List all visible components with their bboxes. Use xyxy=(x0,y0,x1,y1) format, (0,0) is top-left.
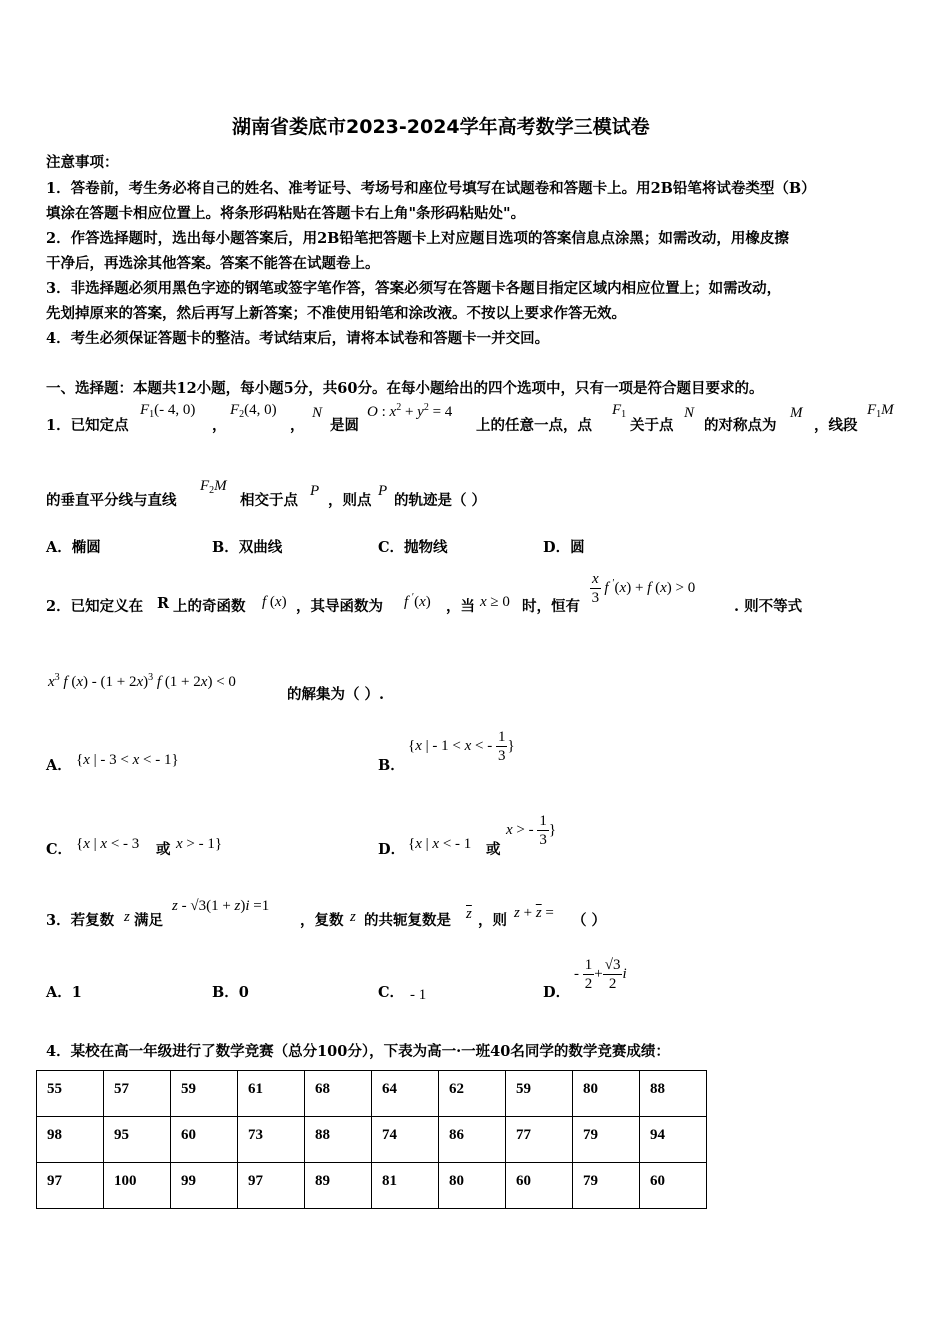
table-cell: 80 xyxy=(573,1071,640,1117)
q1-text: ， xyxy=(290,417,305,434)
table-cell: 57 xyxy=(104,1071,171,1117)
q1-text: 上的任意一点，点 xyxy=(476,417,592,434)
q2-text: 的解集为（ ）. xyxy=(287,686,385,703)
q1-text: 相交于点 xyxy=(240,492,298,509)
math-f1m: $F_1M$ xyxy=(867,402,894,420)
table-row xyxy=(37,1163,707,1209)
table-cell: 64 xyxy=(372,1071,439,1117)
q1-option-a: A．椭圆 xyxy=(46,539,101,556)
q1-text: ，线段 xyxy=(814,417,858,434)
q3-option-b: B．0 xyxy=(212,984,249,1001)
section-heading: 一、选择题：本题共12小题，每小题5分，共60分。在每小题给出的四个选项中，只有一项是符合题目要求的。 xyxy=(46,380,764,397)
notice-line: 2．作答选择题时，选出每小题答案后，用2B铅笔把答题卡上对应题目选项的答案信息点涂黑；如需改动，用橡皮擦 xyxy=(46,230,789,247)
q3-option-c-math: - 1 xyxy=(410,987,427,1003)
table-cell: 86 xyxy=(439,1117,506,1163)
notice-line: 1．答卷前，考生务必将自己的姓名、准考证号、考场号和座位号填写在试题卷和答题卡上。用2B铅笔将试卷类型（B） xyxy=(46,180,816,197)
q1-text: 的轨迹是（ ） xyxy=(394,492,487,509)
table-cell: 88 xyxy=(305,1117,372,1163)
table-cell: 88 xyxy=(640,1071,707,1117)
q1-option-c: C．抛物线 xyxy=(378,539,448,556)
q1-text: 的垂直平分线与直线 xyxy=(46,492,177,509)
q1-text: 关于点 xyxy=(630,417,674,434)
math-inequality-main: $x^3$ f $(x) - (1 + 2x)^3$ f (1 + 2x) < 0 xyxy=(48,672,236,690)
q3-option-d: D． xyxy=(543,984,571,1001)
table-cell: 59 xyxy=(506,1071,573,1117)
table-cell: 89 xyxy=(305,1163,372,1209)
q2-or: 或 xyxy=(486,841,501,858)
table-row xyxy=(37,1117,707,1163)
q2-text: 时，恒有 xyxy=(522,598,580,615)
notice-line: 干净后，再选涂其他答案。答案不能答在试题卷上。 xyxy=(46,255,380,272)
table-cell: 68 xyxy=(305,1071,372,1117)
q3-text: 的共轭复数是 xyxy=(364,912,451,929)
table-cell: 60 xyxy=(640,1163,707,1209)
math-equation: z - √3(1 + z)i =1 xyxy=(172,898,270,914)
table-cell: 60 xyxy=(171,1117,238,1163)
q2-option-b: B． xyxy=(378,757,405,774)
table-cell: 97 xyxy=(37,1163,104,1209)
q3-option-c: C． xyxy=(378,984,405,1001)
q2-text: ，当 xyxy=(446,598,475,615)
q1-text: 是圆 xyxy=(330,417,359,434)
notice-line: 填涂在答题卡相应位置上。将条形码粘贴在答题卡右上角"条形码粘贴处"。 xyxy=(46,205,526,222)
q2-text: R xyxy=(157,595,170,612)
table-cell: 60 xyxy=(506,1163,573,1209)
q1-text: 的对称点为 xyxy=(704,417,777,434)
q2-option-c: C． xyxy=(46,841,73,858)
q1-text: 1．已知定点 xyxy=(46,417,129,434)
math-z: z xyxy=(350,909,356,925)
q2-or: 或 xyxy=(156,841,171,858)
q1-text: ，则点 xyxy=(328,492,372,509)
table-row xyxy=(37,1071,707,1117)
math-p: P xyxy=(378,483,388,499)
math-inequality: $\frac{x}{3}$ f ′(x) + f (x) > 0 xyxy=(591,571,696,606)
page-title: 湖南省娄底市2023-2024学年高考数学三模试卷 xyxy=(232,116,650,138)
math-p: P xyxy=(310,483,320,499)
q2-option-d: D． xyxy=(378,841,406,858)
q2-option-d-math: x > - $\frac{1}{3}$ } xyxy=(506,813,557,848)
q4-text: 4．某校在高一年级进行了数学竞赛（总分100分），下表为高一·一班40名同学的数学竞赛成绩： xyxy=(46,1043,670,1060)
table-cell: 62 xyxy=(439,1071,506,1117)
math-f1: $F_1$ xyxy=(612,402,627,420)
table-cell: 80 xyxy=(439,1163,506,1209)
table-cell: 99 xyxy=(171,1163,238,1209)
math-f2: $F_2(4$, 0) xyxy=(230,402,277,420)
math-fx: f (x) xyxy=(262,594,287,610)
table-cell: 61 xyxy=(238,1071,305,1117)
q1-option-b: B．双曲线 xyxy=(212,539,283,556)
math-n: N xyxy=(312,405,323,421)
math-circle: O : $x^2 + y^2 = 4$ xyxy=(367,402,453,420)
math-sum: $z + \overline{z}$ = xyxy=(514,905,554,921)
math-f2m: $F_2M$ xyxy=(200,478,227,496)
q2-option-b-math: {x | - 1 < x < - $\frac{1}{3}$ } xyxy=(408,729,515,764)
q3-option-a: A．1 xyxy=(46,984,82,1001)
q3-text: （ ） xyxy=(572,912,607,929)
q2-text: ，其导函数为 xyxy=(296,598,383,615)
q2-option-c-math: {x | x < - 3 xyxy=(76,836,140,852)
q3-text: 满足 xyxy=(134,912,163,929)
q2-option-a: A． xyxy=(46,757,72,774)
table-cell: 79 xyxy=(573,1117,640,1163)
math-f1: $F_1(-$ 4, 0) xyxy=(140,402,196,420)
math-n: N xyxy=(684,405,695,421)
math-zbar: $\overline{z}$ xyxy=(466,906,472,922)
math-z: z xyxy=(124,909,130,925)
math-x-geq: x ≥ 0 xyxy=(480,594,510,610)
table-cell: 59 xyxy=(171,1071,238,1117)
table-cell: 79 xyxy=(573,1163,640,1209)
table-cell: 94 xyxy=(640,1117,707,1163)
math-fprime: f ′(x) xyxy=(404,592,431,610)
table-cell: 81 xyxy=(372,1163,439,1209)
table-cell: 73 xyxy=(238,1117,305,1163)
notice-line: 4．考生必须保证答题卡的整洁。考试结束后，请将本试卷和答题卡一并交回。 xyxy=(46,330,550,347)
notice-heading: 注意事项： xyxy=(46,154,119,171)
q3-text: ，则 xyxy=(478,912,507,929)
table-cell: 98 xyxy=(37,1117,104,1163)
notice-line: 先划掉原来的答案，然后再写上新答案；不准使用铅笔和涂改液。不按以上要求作答无效。 xyxy=(46,305,626,322)
table-cell: 77 xyxy=(506,1117,573,1163)
scores-table xyxy=(36,1070,707,1209)
table-cell: 100 xyxy=(104,1163,171,1209)
q2-text: 2．已知定义在 xyxy=(46,598,144,615)
q2-text: 上的奇函数 xyxy=(173,598,246,615)
q3-text: ，复数 xyxy=(300,912,344,929)
table-cell: 97 xyxy=(238,1163,305,1209)
math-m: M xyxy=(790,405,803,421)
q2-option-c-math: x > - 1} xyxy=(176,836,223,852)
table-cell: 74 xyxy=(372,1117,439,1163)
table-cell: 95 xyxy=(104,1117,171,1163)
q2-text: . 则不等式 xyxy=(734,598,803,615)
q2-option-a-math: {x | - 3 < x < - 1} xyxy=(76,752,179,768)
q3-option-d-math: - $\frac{1}{2}$ + $\frac{√3}{2}$ i xyxy=(574,957,627,992)
table-cell: 55 xyxy=(37,1071,104,1117)
q3-text: 3．若复数 xyxy=(46,912,115,929)
q2-option-d-math: {x | x < - 1 xyxy=(408,836,472,852)
notice-line: 3．非选择题必须用黑色字迹的钢笔或签字笔作答，答案必须写在答题卡各题目指定区域内相应位置上；如需改动， xyxy=(46,280,782,297)
q1-option-d: D．圆 xyxy=(543,539,585,556)
q1-text: ， xyxy=(212,417,227,434)
